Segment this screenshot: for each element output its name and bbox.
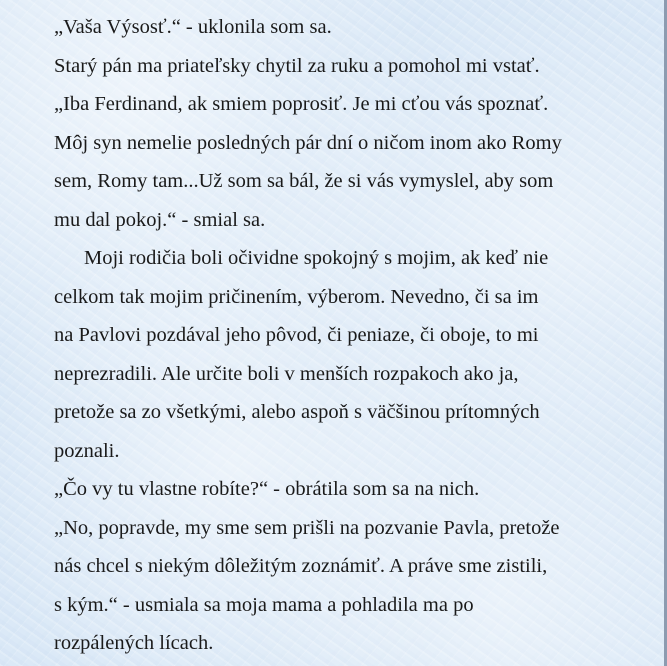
text-line: s kým.“ - usmiala sa moja mama a pohladila ma po	[54, 593, 474, 616]
document-text	[54, 8, 654, 663]
text-line: rozpálených lícach.	[54, 632, 214, 654]
text-line: poznali.	[54, 439, 120, 462]
text-line: nás chcel s niekým dôležitým zoznámiť. A práve sme zistili,	[54, 555, 548, 577]
text-line: „Vaša Výsosť.“ - uklonila som sa.	[54, 16, 332, 38]
text-line: mu dal pokoj.“ - smial sa.	[54, 208, 266, 231]
text-line: „No, popravde, my sme sem prišli na pozvanie Pavla, pretože	[54, 516, 560, 539]
text-line: „Iba Ferdinand, ak smiem poprosiť. Je mi cťou vás spoznať.	[54, 93, 549, 115]
text-line: Starý pán ma priateľsky chytil za ruku a pomohol mi vstať.	[54, 54, 540, 77]
text-line: Môj syn nemelie posledných pár dní o ničom inom ako Romy	[54, 131, 562, 154]
text-line: neprezradili. Ale určite boli v menších rozpakoch ako ja,	[54, 362, 519, 385]
text-line-indented: Moji rodičia boli očividne spokojný s mojim, ak keď nie	[84, 247, 549, 269]
text-line: celkom tak mojim pričinením, výberom. Nevedno, či sa im	[54, 285, 539, 308]
text-line: na Pavlovi pozdával jeho pôvod, či peniaze, či oboje, to mi	[54, 324, 539, 346]
text-line: sem, Romy tam...Už som sa bál, že si vás vymyslel, aby som	[54, 170, 554, 192]
text-line: pretože sa zo všetkými, alebo aspoň s väčšinou prítomných	[54, 401, 540, 423]
text-line: „Čo vy tu vlastne robíte?“ - obrátila som sa na nich.	[54, 478, 480, 500]
